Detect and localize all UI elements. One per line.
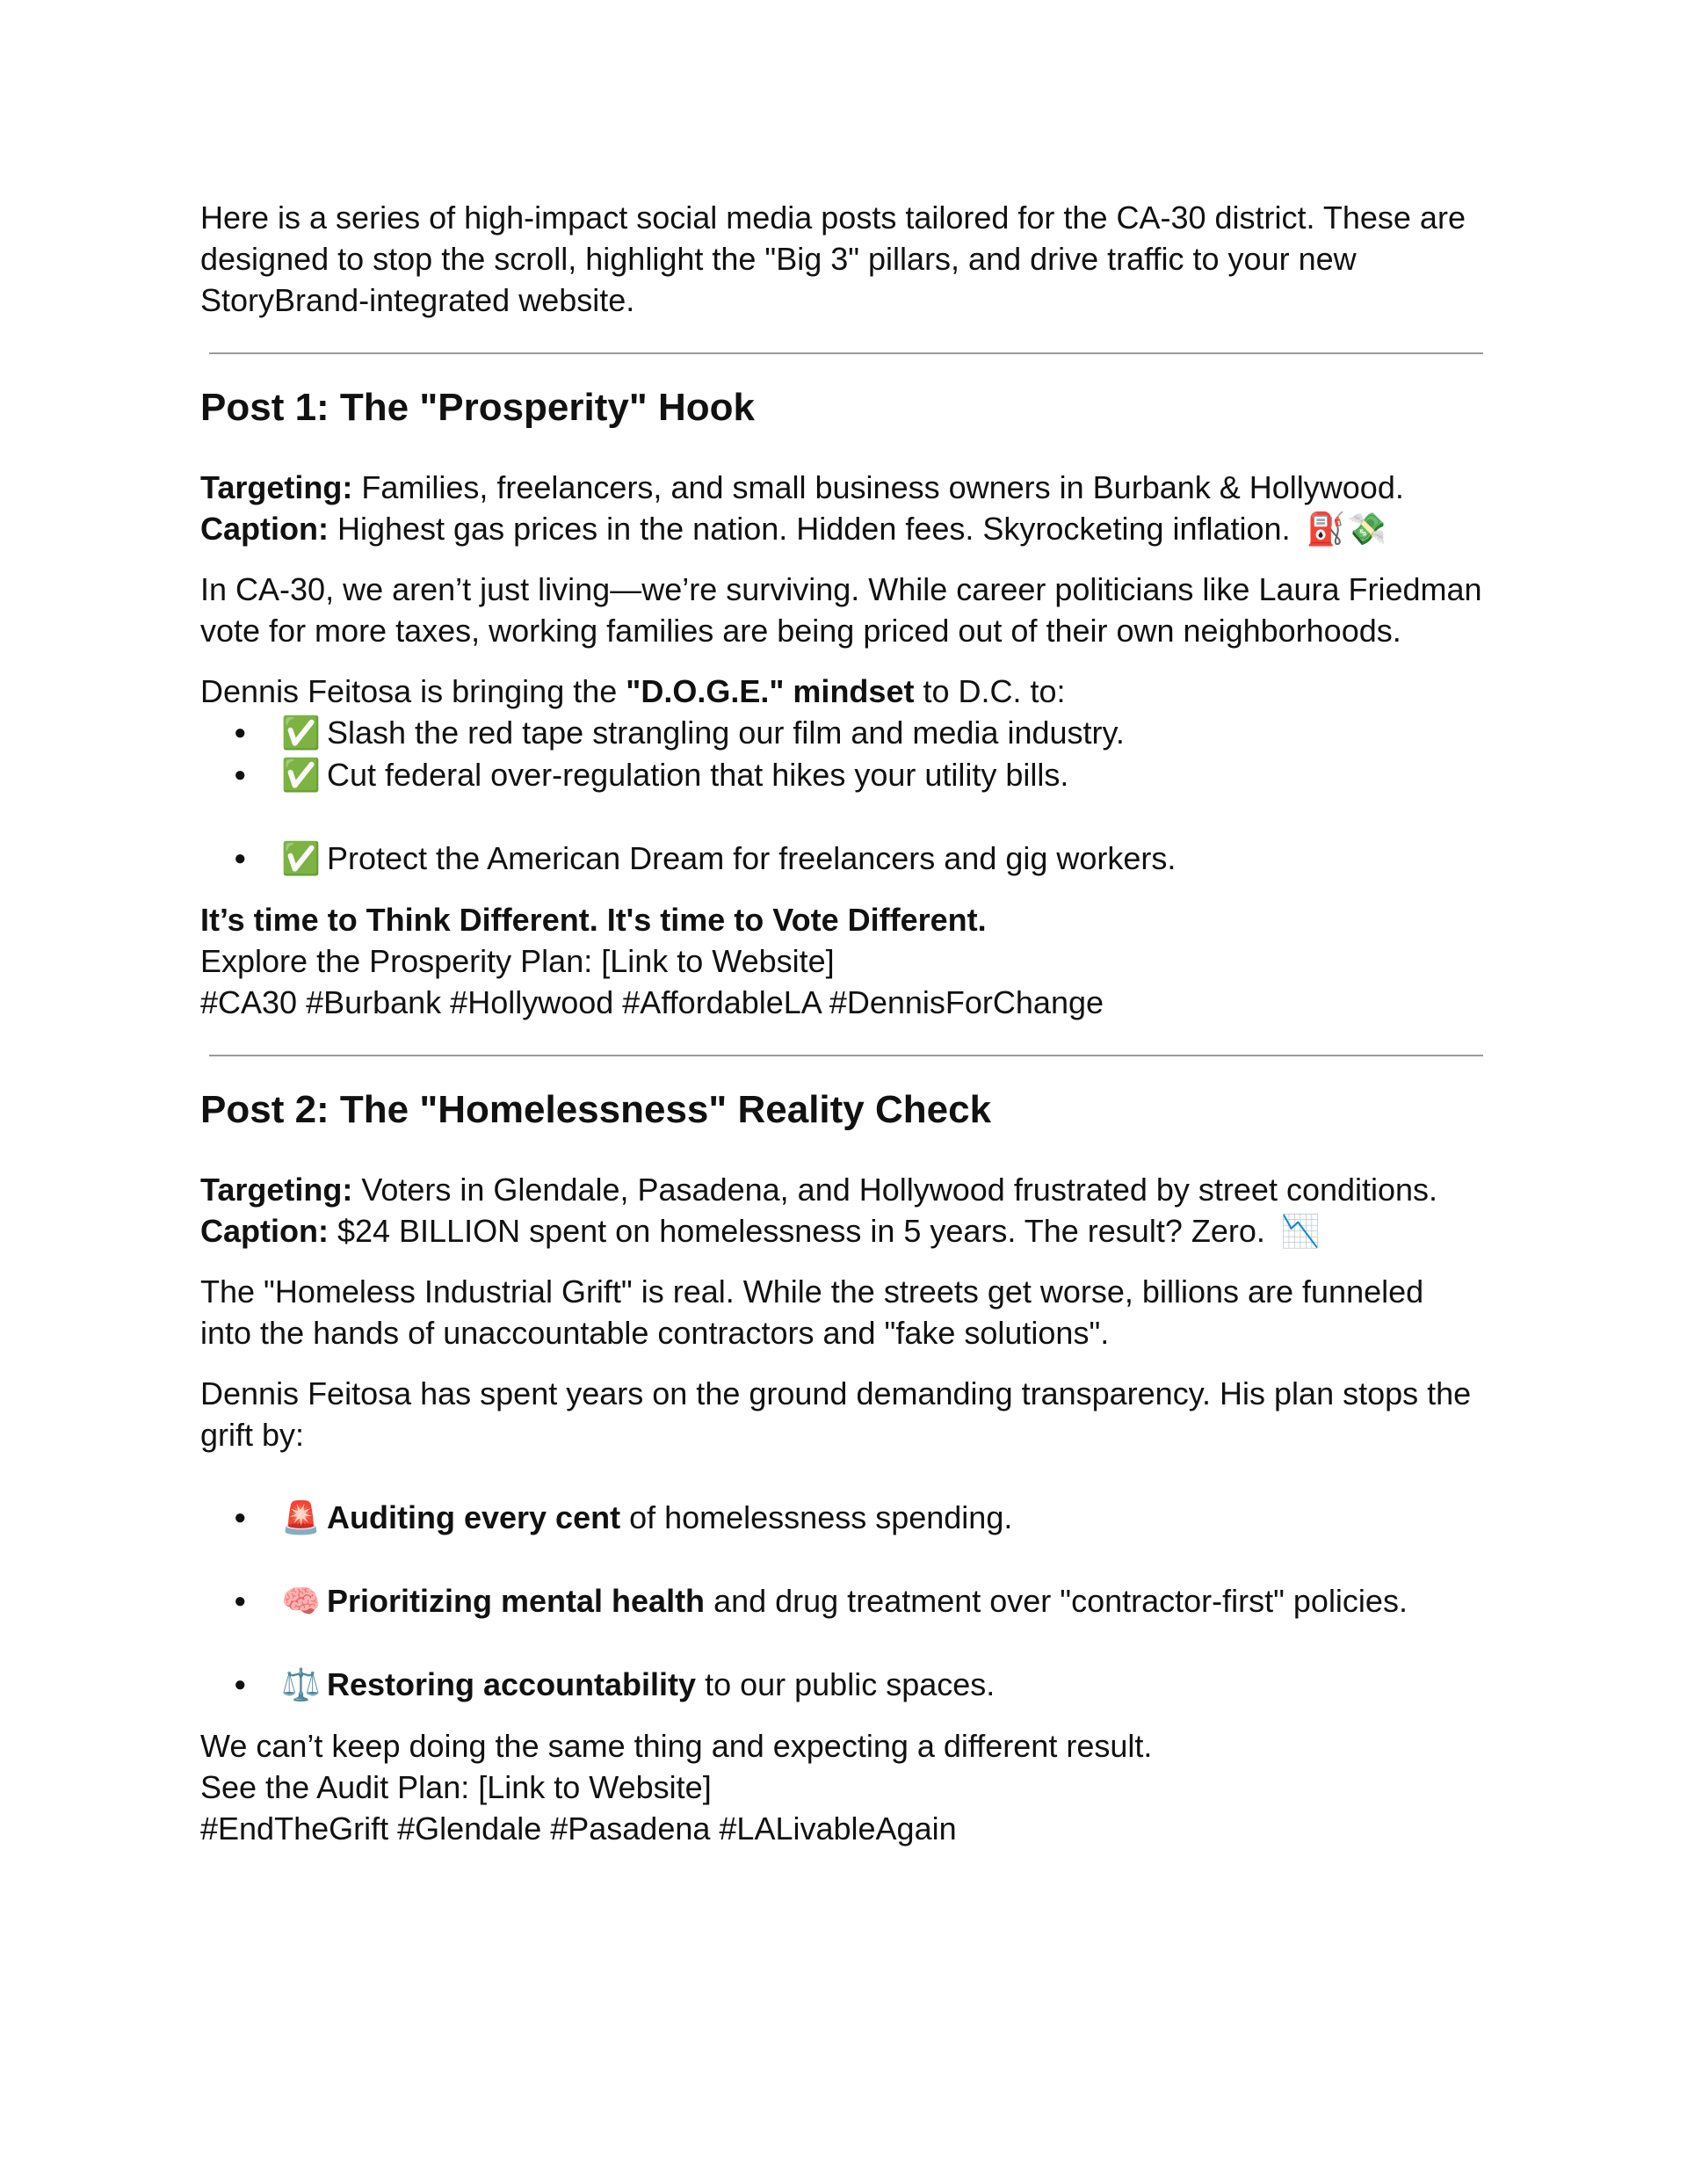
list-item bbox=[200, 754, 1483, 796]
post-1 bbox=[200, 382, 1483, 1023]
list-item-bold: Restoring accountability bbox=[327, 1666, 697, 1702]
post-1-caption bbox=[200, 508, 1483, 549]
list-item bbox=[200, 1664, 1483, 1706]
section-divider bbox=[209, 352, 1483, 354]
list-item-text: Protect the American Dream for freelancers and gig workers. bbox=[327, 840, 1177, 876]
list-item bbox=[200, 712, 1483, 754]
list-item-text: Cut federal over-regulation that hikes your utility bills. bbox=[327, 757, 1069, 793]
post-2-link-line: See the Audit Plan: [Link to Website] bbox=[200, 1769, 712, 1805]
caption-label: Caption: bbox=[200, 511, 329, 547]
siren-icon: 🚨 bbox=[281, 1500, 321, 1536]
list-item bbox=[200, 1580, 1483, 1622]
check-mark-icon: ✅ bbox=[281, 841, 321, 877]
list-item-bold: Prioritizing mental health bbox=[327, 1583, 706, 1619]
list-item-bold: Auditing every cent bbox=[327, 1499, 621, 1535]
chart-decreasing-icon: 📉 bbox=[1280, 1213, 1321, 1249]
post-1-link-line: Explore the Prosperity Plan: [Link to Website] bbox=[200, 943, 835, 979]
section-divider bbox=[209, 1055, 1483, 1056]
post-1-bullet-list bbox=[200, 712, 1483, 880]
document-page bbox=[200, 197, 1483, 1849]
post-2-title: Post 2: The "Homelessness" Reality Check bbox=[200, 1088, 992, 1131]
post-2-lead: Dennis Feitosa has spent years on the ground demanding transparency. His plan stops the grift by: bbox=[200, 1375, 1472, 1453]
intro-paragraph: Here is a series of high-impact social media posts tailored for the CA-30 district. These are designed to stop the scroll, highlight the "Big 3" pillars, and drive traffic to your new StoryBrand-integrated website. bbox=[200, 200, 1466, 318]
cta-bold: It’s time to Think Different. It's time to Vote Different. bbox=[200, 902, 987, 938]
list-item bbox=[200, 838, 1483, 880]
lead-text-end: to D.C. to: bbox=[914, 673, 1066, 709]
post-2-caption bbox=[200, 1210, 1483, 1252]
post-2-targeting bbox=[200, 1169, 1483, 1210]
targeting-text: Families, freelancers, and small business owners in Burbank & Hollywood. bbox=[352, 469, 1404, 505]
post-1-targeting bbox=[200, 467, 1483, 508]
caption-text: $24 BILLION spent on homelessness in 5 years. The result? Zero. bbox=[328, 1213, 1274, 1249]
balance-scale-icon: ⚖️ bbox=[281, 1667, 321, 1703]
post-1-title: Post 1: The "Prosperity" Hook bbox=[200, 386, 755, 429]
money-wings-icon: 💸 bbox=[1347, 511, 1387, 547]
list-item bbox=[200, 1497, 1483, 1539]
list-item-text: and drug treatment over "contractor-first" policies. bbox=[705, 1583, 1408, 1619]
post-2-closing: We can’t keep doing the same thing and expecting a different result. bbox=[200, 1728, 1153, 1764]
list-item-text: Slash the red tape strangling our film and media industry. bbox=[327, 715, 1125, 751]
post-1-cta bbox=[200, 899, 1483, 940]
brain-icon: 🧠 bbox=[281, 1584, 321, 1620]
targeting-label: Targeting: bbox=[200, 1172, 353, 1208]
fuel-pump-icon: ⛽ bbox=[1306, 511, 1346, 547]
lead-bold: "D.O.G.E." mindset bbox=[626, 673, 915, 709]
post-2-hashtags: #EndTheGrift #Glendale #Pasadena #LALivableAgain bbox=[200, 1810, 957, 1847]
post-1-lead bbox=[200, 671, 1483, 712]
list-item-text: of homelessness spending. bbox=[620, 1499, 1013, 1535]
list-item-text: to our public spaces. bbox=[696, 1666, 996, 1702]
post-2-bullet-list bbox=[200, 1497, 1483, 1706]
lead-text: Dennis Feitosa is bringing the bbox=[200, 673, 626, 709]
post-1-body: In CA-30, we aren’t just living—we’re surviving. While career politicians like Laura Friedman vote for more taxes, working families are being priced out of their own neighborhoods. bbox=[200, 571, 1482, 649]
caption-text: Highest gas prices in the nation. Hidden fees. Skyrocketing inflation. bbox=[328, 511, 1300, 547]
post-1-hashtags: #CA30 #Burbank #Hollywood #AffordableLA #DennisForChange bbox=[200, 984, 1104, 1020]
targeting-text: Voters in Glendale, Pasadena, and Hollywood frustrated by street conditions. bbox=[352, 1172, 1438, 1208]
check-mark-icon: ✅ bbox=[281, 758, 321, 794]
caption-label: Caption: bbox=[200, 1213, 329, 1249]
post-2-body: The "Homeless Industrial Grift" is real. While the streets get worse, billions are funneled into the hands of unaccountable contractors and "fake solutions". bbox=[200, 1273, 1424, 1351]
targeting-label: Targeting: bbox=[200, 469, 353, 505]
check-mark-icon: ✅ bbox=[281, 715, 321, 751]
post-2 bbox=[200, 1085, 1483, 1849]
